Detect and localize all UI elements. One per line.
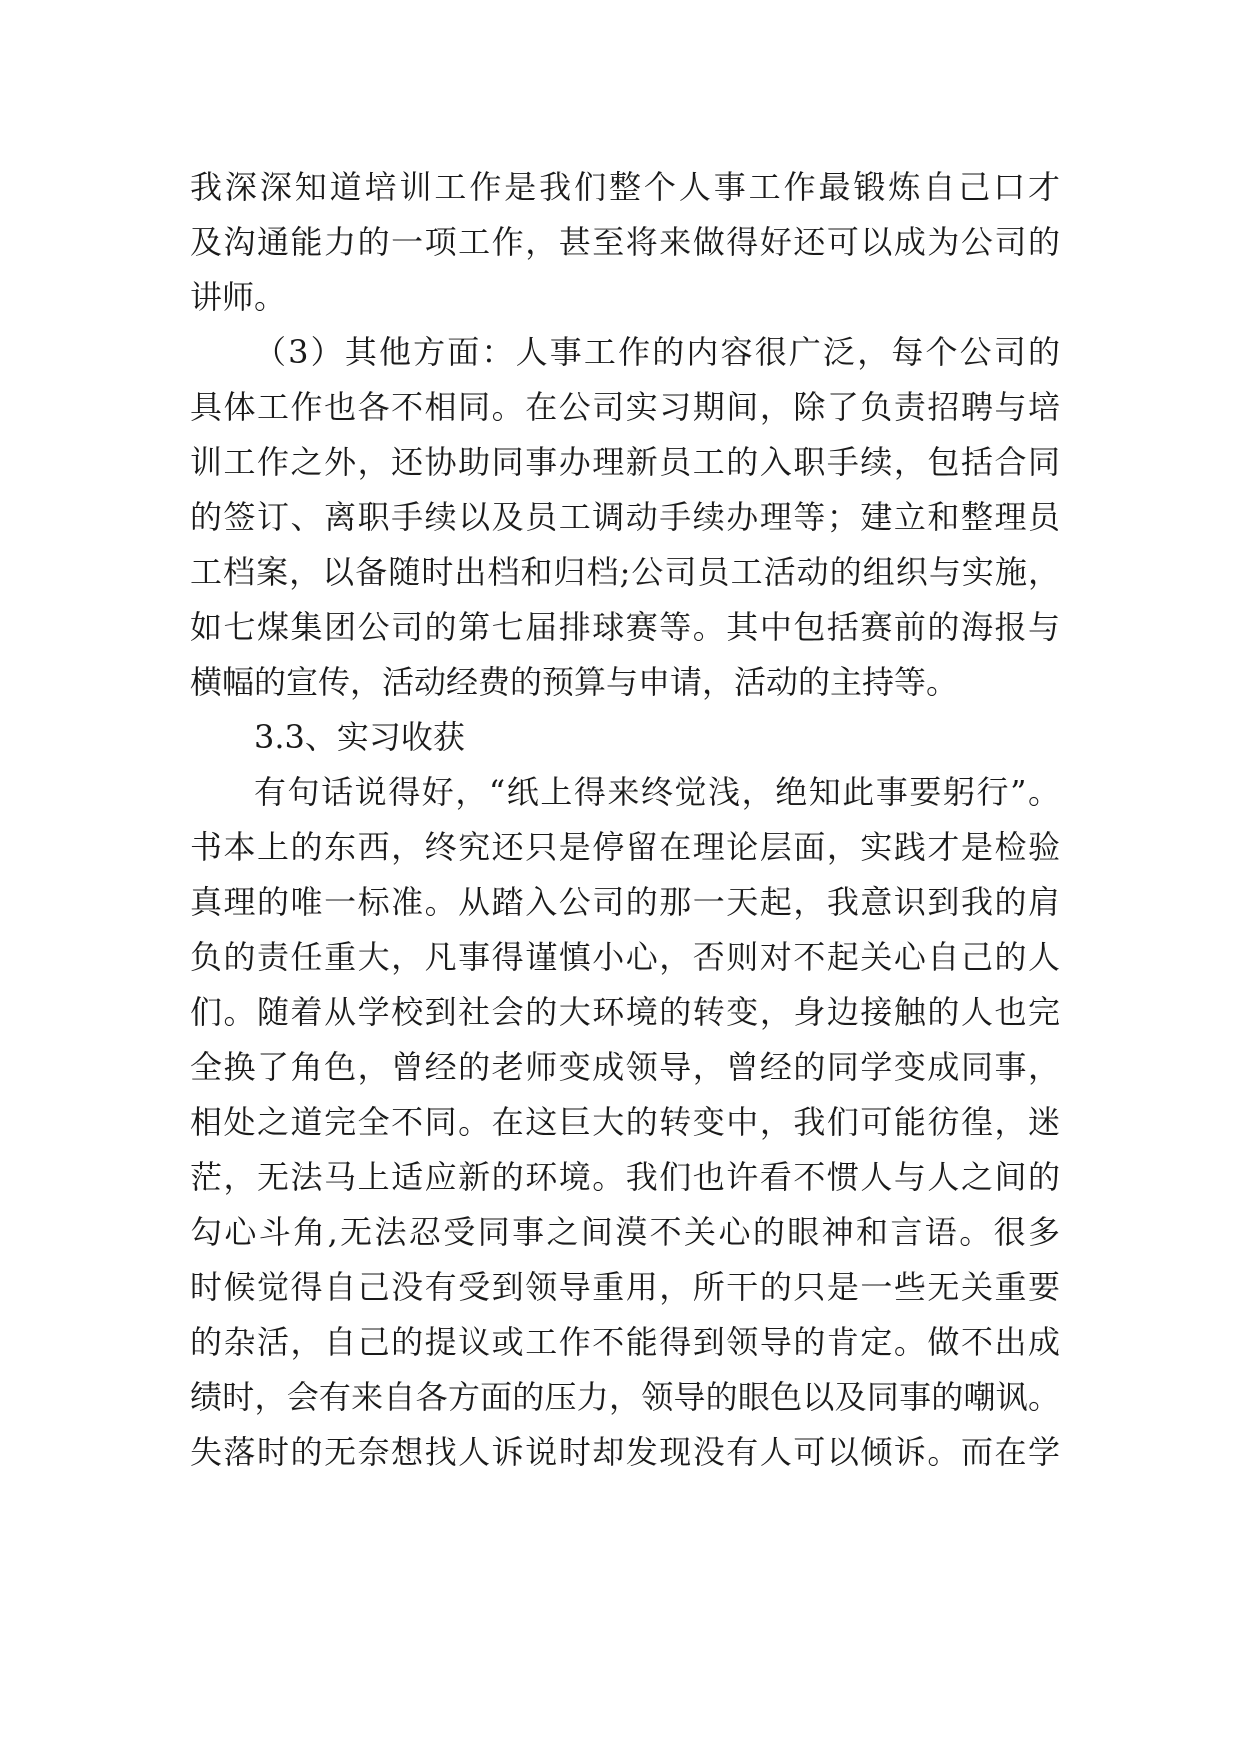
text-line: 勾心斗角,无法忍受同事之间漠不关心的眼神和言语。很多 xyxy=(190,1213,1060,1251)
text-line: 真理的唯一标准。从踏入公司的那一天起，我意识到我的肩 xyxy=(190,883,1060,921)
text-line: （3）其他方面：人事工作的内容很广泛，每个公司的 xyxy=(254,333,1060,371)
body-text xyxy=(190,160,1060,1480)
text-line: 有句话说得好，“纸上得来终觉浅，绝知此事要躬行”。 xyxy=(254,773,1060,811)
text-line: 绩时，会有来自各方面的压力，领导的眼色以及同事的嘲讽。 xyxy=(190,1378,1060,1416)
text-line: 书本上的东西，终究还只是停留在理论层面，实践才是检验 xyxy=(190,828,1060,866)
text-line: 工档案，以备随时出档和归档;公司员工活动的组织与实施， xyxy=(190,553,1060,591)
text-line: 全换了角色，曾经的老师变成领导，曾经的同学变成同事， xyxy=(190,1048,1060,1086)
text-line: 横幅的宣传，活动经费的预算与申请，活动的主持等。 xyxy=(190,663,959,701)
text-line: 的杂活，自己的提议或工作不能得到领导的肯定。做不出成 xyxy=(190,1323,1060,1361)
text-line: 相处之道完全不同。在这巨大的转变中，我们可能彷徨，迷 xyxy=(190,1103,1060,1141)
text-line: 及沟通能力的一项工作，甚至将来做得好还可以成为公司的 xyxy=(190,223,1060,261)
text-line: 具体工作也各不相同。在公司实习期间，除了负责招聘与培 xyxy=(190,388,1060,426)
text-line: 们。随着从学校到社会的大环境的转变，身边接触的人也完 xyxy=(190,993,1060,1031)
text-line: 讲师。 xyxy=(190,278,287,316)
text-line: 时候觉得自己没有受到领导重用，所干的只是一些无关重要 xyxy=(190,1268,1060,1306)
text-line: 负的责任重大，凡事得谨慎小心，否则对不起关心自己的人 xyxy=(190,938,1060,976)
text-line: 如七煤集团公司的第七届排球赛等。其中包括赛前的海报与 xyxy=(190,608,1060,646)
text-line: 训工作之外，还协助同事办理新员工的入职手续，包括合同 xyxy=(190,443,1060,481)
text-line: 的签订、离职手续以及员工调动手续办理等；建立和整理员 xyxy=(190,498,1060,536)
text-line: 我深深知道培训工作是我们整个人事工作最锻炼自己口才 xyxy=(190,168,1060,206)
text-line: 茫，无法马上适应新的环境。我们也许看不惯人与人之间的 xyxy=(190,1158,1060,1196)
text-line: 3.3、实习收获 xyxy=(254,718,465,756)
text-line: 失落时的无奈想找人诉说时却发现没有人可以倾诉。而在学 xyxy=(190,1433,1060,1471)
